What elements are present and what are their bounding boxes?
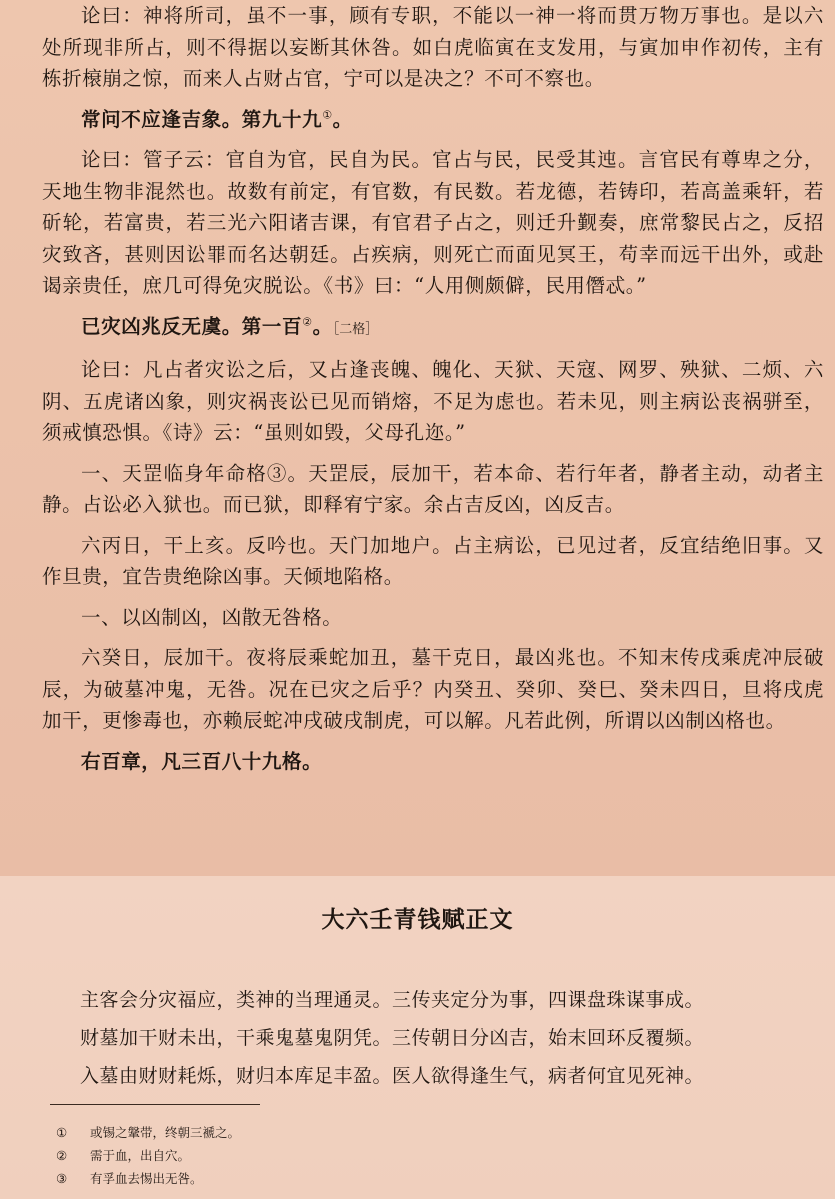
- section-title: 大六壬青钱赋正文: [321, 907, 514, 933]
- footnotes: [56, 1121, 240, 1190]
- paragraph-2: 论曰：管子云：官自为官，民自为民。官占与民，民受其迍。言官民有尊卑之分，天地生物非混然也。故数有前定，有官数，有民数。若龙德，若铸印，若高盖乘轩，若斫轮，若富贵，若三光六阳诸吉课，有官君子占之，则迁升觐奏，庶常黎民占之，反招灾致吝，甚则因讼罪而名达朝廷。占疾病，则死亡而面见冥王，苟幸而远干出外，或赴谒亲贵任，庶几可得免灾脱讼。《书》曰：“人用侧颇僻，民用僭忒。”: [42, 148, 824, 297]
- paragraph-7: 六癸日，辰加干。夜将辰乘蛇加丑，墓干克日，最凶兆也。不知末传戌乘虎冲辰破辰，为破墓冲鬼，无咎。况在已灾之后乎？内癸丑、癸卯、癸巳、癸未四日，旦将戌虎加干，更惨毒也，亦赖辰蛇冲戌破戌制虎，可以解。凡若此例，所谓以凶制凶格也。: [42, 646, 824, 732]
- footnote-text: 或锡之鞶带，终朝三褫之。: [90, 1125, 241, 1140]
- verse-line: 入墓由财财耗烁，财归本库足丰盈。医人欲得逢生气，病者何宜见死神。: [80, 1065, 705, 1087]
- footnote-2: [56, 1144, 240, 1167]
- footnote-text: 需于血，出自穴。: [90, 1148, 191, 1163]
- footnote-ref-1: ①: [322, 108, 333, 121]
- verse-line: 财墓加干财未出，干乘鬼墓鬼阴凭。三传朝日分凶吉，始末回环反覆频。: [80, 1027, 705, 1049]
- section-note: ［二格］: [332, 321, 379, 337]
- footnote-1: [56, 1121, 240, 1144]
- paragraph-6: 一、以凶制凶，凶散无咎格。: [81, 605, 343, 629]
- section-heading-99: 常问不应逢吉象。第九十九①。: [81, 107, 353, 131]
- section-heading-100: 已灾凶兆反无虞。第一百②。［二格］: [81, 314, 379, 338]
- footnote-number: ③: [56, 1171, 68, 1186]
- footnote-divider: [50, 1104, 260, 1105]
- paragraph-1: 论曰：神将所司，虽不一事，顾有专职，不能以一神一将而贯万物万事也。是以六处所现非所占，则不得据以妄断其休咎。如白虎临寅在支发用，与寅加申作初传，主有栋折榱崩之惊，而来人占财占官，宁可以是决之？不可不察也。: [42, 4, 824, 90]
- verse-block: [42, 981, 802, 1095]
- paragraph-5: 六丙日，干上亥。反吟也。天门加地户。占主病讼，已见过者，反宜结绝旧事。又作旦贵，宜告贵绝除凶事。天倾地陷格。: [42, 533, 824, 588]
- footnote-ref-2: ②: [302, 315, 313, 328]
- footnote-text: 有孚血去惕出无咎。: [90, 1171, 203, 1186]
- footnote-number: ②: [56, 1148, 68, 1163]
- footnote-3: [56, 1167, 240, 1190]
- paragraph-4: 一、天罡临身年命格③。天罡辰，辰加干，若本命、若行年者，静者主动，动者主静。占讼必入狱也。而已狱，即释宥宁家。余占吉反凶，凶反吉。: [42, 461, 824, 516]
- footnote-number: ①: [56, 1125, 68, 1140]
- commentary-body: [42, 0, 824, 777]
- verse-line: 主客会分灾福应，类神的当理通灵。三传夹定分为事，四课盘珠谋事成。: [80, 989, 705, 1011]
- chapter-summary: 右百章，凡三百八十九格。: [81, 749, 323, 773]
- paragraph-3: 论曰：凡占者灾讼之后，又占逢丧魄、魄化、天狱、天寇、网罗、殃狱、二烦、六阴、五虎诸凶象，则灾祸丧讼已见而销熔，不足为虑也。若未见，则主病讼丧祸骈至，须戒慎恐惧。《诗》云：“虽则如毁，父母孔迩。”: [42, 358, 824, 444]
